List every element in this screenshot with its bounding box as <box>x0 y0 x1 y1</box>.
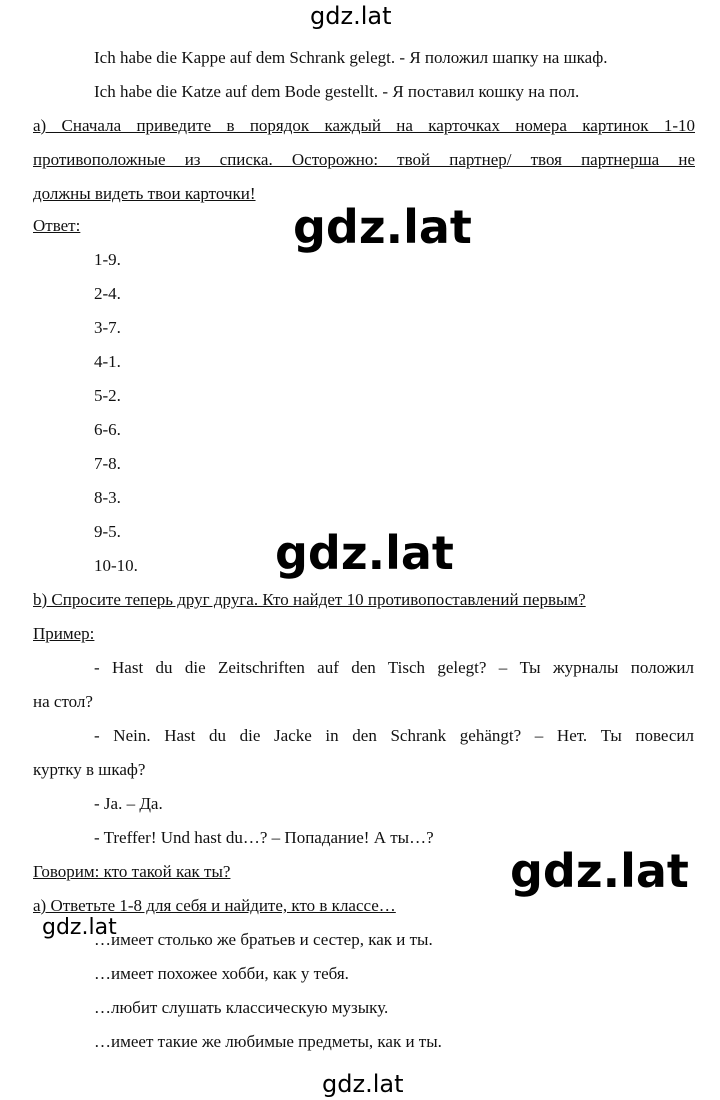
section-2-item: …любит слушать классическую музыку. <box>94 998 389 1017</box>
answer-item: 2-4. <box>94 284 121 303</box>
answer-item: 5-2. <box>94 386 121 405</box>
example-1-line-1: - Hast du die Zeitschriften auf den Tisch gelegt? – Ты журналы положил <box>94 658 694 677</box>
example-2-line-1: - Nein. Hast du die Jacke in den Schrank gehängt? – Нет. Ты повесил <box>94 726 694 745</box>
example-4: - Treffer! Und hast du…? – Попадание! А ты…? <box>94 828 434 847</box>
example-2-line-2: куртку в шкаф? <box>33 760 146 779</box>
task-a-line-3: должны видеть твои карточки! <box>33 184 256 203</box>
example-3: - Ja. – Да. <box>94 794 163 813</box>
intro-line-2: Ich habe die Katze auf dem Bode gestellt. - Я поставил кошку на пол. <box>94 82 580 101</box>
answer-item: 4-1. <box>94 352 121 371</box>
section-2-item: …имеет столько же братьев и сестер, как и ты. <box>94 930 433 949</box>
task-a-line-1: а) Сначала приведите в порядок каждый на карточках номера картинок 1-10 <box>33 116 695 135</box>
watermark-large: gdz.lat <box>510 844 689 898</box>
watermark-top: gdz.lat <box>310 2 392 30</box>
example-1-line-2: на стол? <box>33 692 93 711</box>
task-a-line-2: противоположные из списка. Осторожно: твой партнер/ твоя партнерша не <box>33 150 695 169</box>
section-2-task-a: а) Ответьте 1-8 для себя и найдите, кто в классе… <box>33 896 396 915</box>
watermark-small: gdz.lat <box>42 915 117 940</box>
section-2-heading: Говорим: кто такой как ты? <box>33 862 231 881</box>
answer-item: 9-5. <box>94 522 121 541</box>
intro-line-1: Ich habe die Kappe auf dem Schrank gelegt. - Я положил шапку на шкаф. <box>94 48 608 67</box>
example-label: Пример: <box>33 624 95 643</box>
watermark-bottom: gdz.lat <box>322 1070 404 1098</box>
answer-item: 8-3. <box>94 488 121 507</box>
answer-item: 1-9. <box>94 250 121 269</box>
answer-item: 10-10. <box>94 556 138 575</box>
answer-item: 3-7. <box>94 318 121 337</box>
watermark-large: gdz.lat <box>293 200 472 254</box>
task-b-heading: b) Спросите теперь друг друга. Кто найдет 10 противопоставлений первым? <box>33 590 586 609</box>
watermark-large: gdz.lat <box>275 526 454 580</box>
section-2-item: …имеет похожее хобби, как у тебя. <box>94 964 349 983</box>
answer-label: Ответ: <box>33 216 81 235</box>
answer-item: 6-6. <box>94 420 121 439</box>
answer-item: 7-8. <box>94 454 121 473</box>
section-2-item: …имеет такие же любимые предметы, как и ты. <box>94 1032 442 1051</box>
